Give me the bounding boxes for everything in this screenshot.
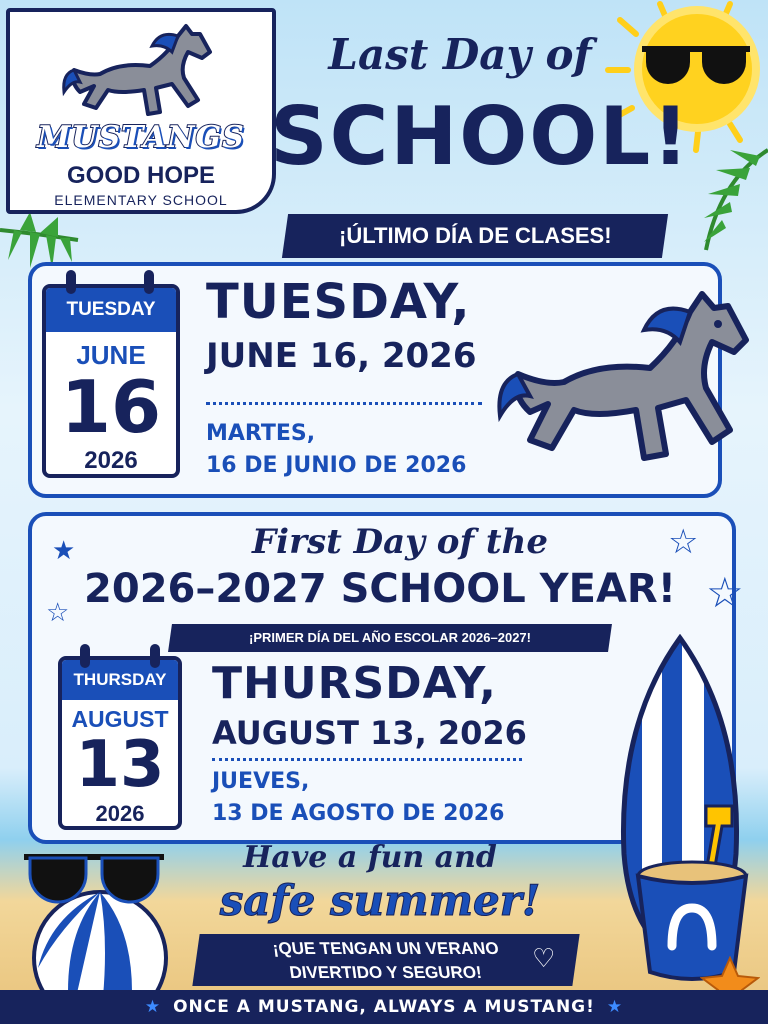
spanish-banner-text: ¡ÚLTIMO DÍA DE CLASES! — [338, 223, 612, 248]
last-day-spanish — [206, 418, 466, 482]
spanish-summer-line-1: ¡QUE TENGAN UN VERANO — [271, 939, 500, 958]
calendar-ring — [150, 644, 160, 668]
sunglasses-icon — [22, 848, 166, 910]
spanish-summer-line-2: DIVERTIDO Y SEGURO! — [288, 963, 484, 982]
spanish-banner-last-day — [282, 214, 668, 258]
mustang-horse-icon — [490, 282, 760, 472]
first-day-spanish-weekday: JUEVES, — [212, 769, 310, 794]
team-name: MUSTANGS — [37, 120, 245, 155]
last-day-spanish-date: 16 DE JUNIO DE 2026 — [206, 453, 467, 478]
school-logo — [6, 8, 276, 214]
star-icon: ☆ — [706, 568, 744, 617]
star-icon: ★ — [144, 997, 162, 1017]
spanish-banner-text: ¡PRIMER DÍA DEL AÑO ESCOLAR 2026–2027! — [249, 630, 531, 645]
palm-leaf-icon — [700, 140, 768, 260]
spanish-banner-first-day — [168, 624, 612, 652]
star-icon: ★ — [52, 536, 76, 566]
calendar-first-day — [58, 656, 182, 830]
calendar-year: 2026 — [84, 447, 138, 474]
summer-line-2: safe summer! — [219, 876, 541, 925]
school-name: GOOD HOPE — [66, 162, 216, 189]
first-day-weekday: THURSDAY, — [212, 658, 497, 709]
star-icon: ☆ — [668, 522, 699, 562]
mustang-horse-icon — [60, 22, 220, 122]
school-subtitle: ELEMENTARY SCHOOL — [54, 192, 228, 208]
spanish-banner-summer — [192, 934, 579, 986]
first-day-spanish-date: 13 DE AGOSTO DE 2026 — [212, 801, 505, 826]
calendar-ring — [144, 270, 154, 294]
sunglasses-icon — [640, 40, 752, 86]
calendar-ring — [66, 270, 76, 294]
calendar-weekday: THURSDAY — [62, 660, 178, 700]
first-day-heading: First Day of the — [252, 522, 548, 562]
calendar-day: 13 — [75, 728, 165, 802]
last-day-weekday: TUESDAY, — [206, 274, 471, 330]
header-title: SCHOOL! — [270, 90, 691, 183]
footer-banner — [0, 990, 768, 1024]
calendar-last-day — [42, 284, 180, 478]
first-day-date: AUGUST 13, 2026 — [212, 714, 527, 752]
heart-icon: ♡ — [532, 944, 556, 974]
school-year-title: 2026–2027 SCHOOL YEAR! — [84, 566, 676, 612]
calendar-day: 16 — [60, 365, 162, 449]
first-day-spanish — [212, 766, 504, 830]
star-icon: ☆ — [46, 598, 70, 628]
summer-line-1: Have a fun and — [243, 840, 497, 875]
header-line-1: Last Day of — [328, 30, 592, 79]
divider — [206, 402, 482, 405]
star-icon: ★ — [606, 997, 624, 1017]
spanish-summer-text — [273, 937, 499, 985]
calendar-weekday: TUESDAY — [46, 288, 176, 332]
calendar-ring — [80, 644, 90, 668]
last-day-date: JUNE 16, 2026 — [206, 336, 477, 376]
footer-text: ONCE A MUSTANG, ALWAYS A MUSTANG! — [173, 997, 595, 1017]
last-day-spanish-weekday: MARTES, — [206, 421, 316, 446]
divider — [212, 758, 522, 761]
calendar-year: 2026 — [95, 801, 145, 826]
calendar-month: JUNE — [76, 340, 146, 370]
calendar-month: AUGUST — [71, 706, 169, 732]
